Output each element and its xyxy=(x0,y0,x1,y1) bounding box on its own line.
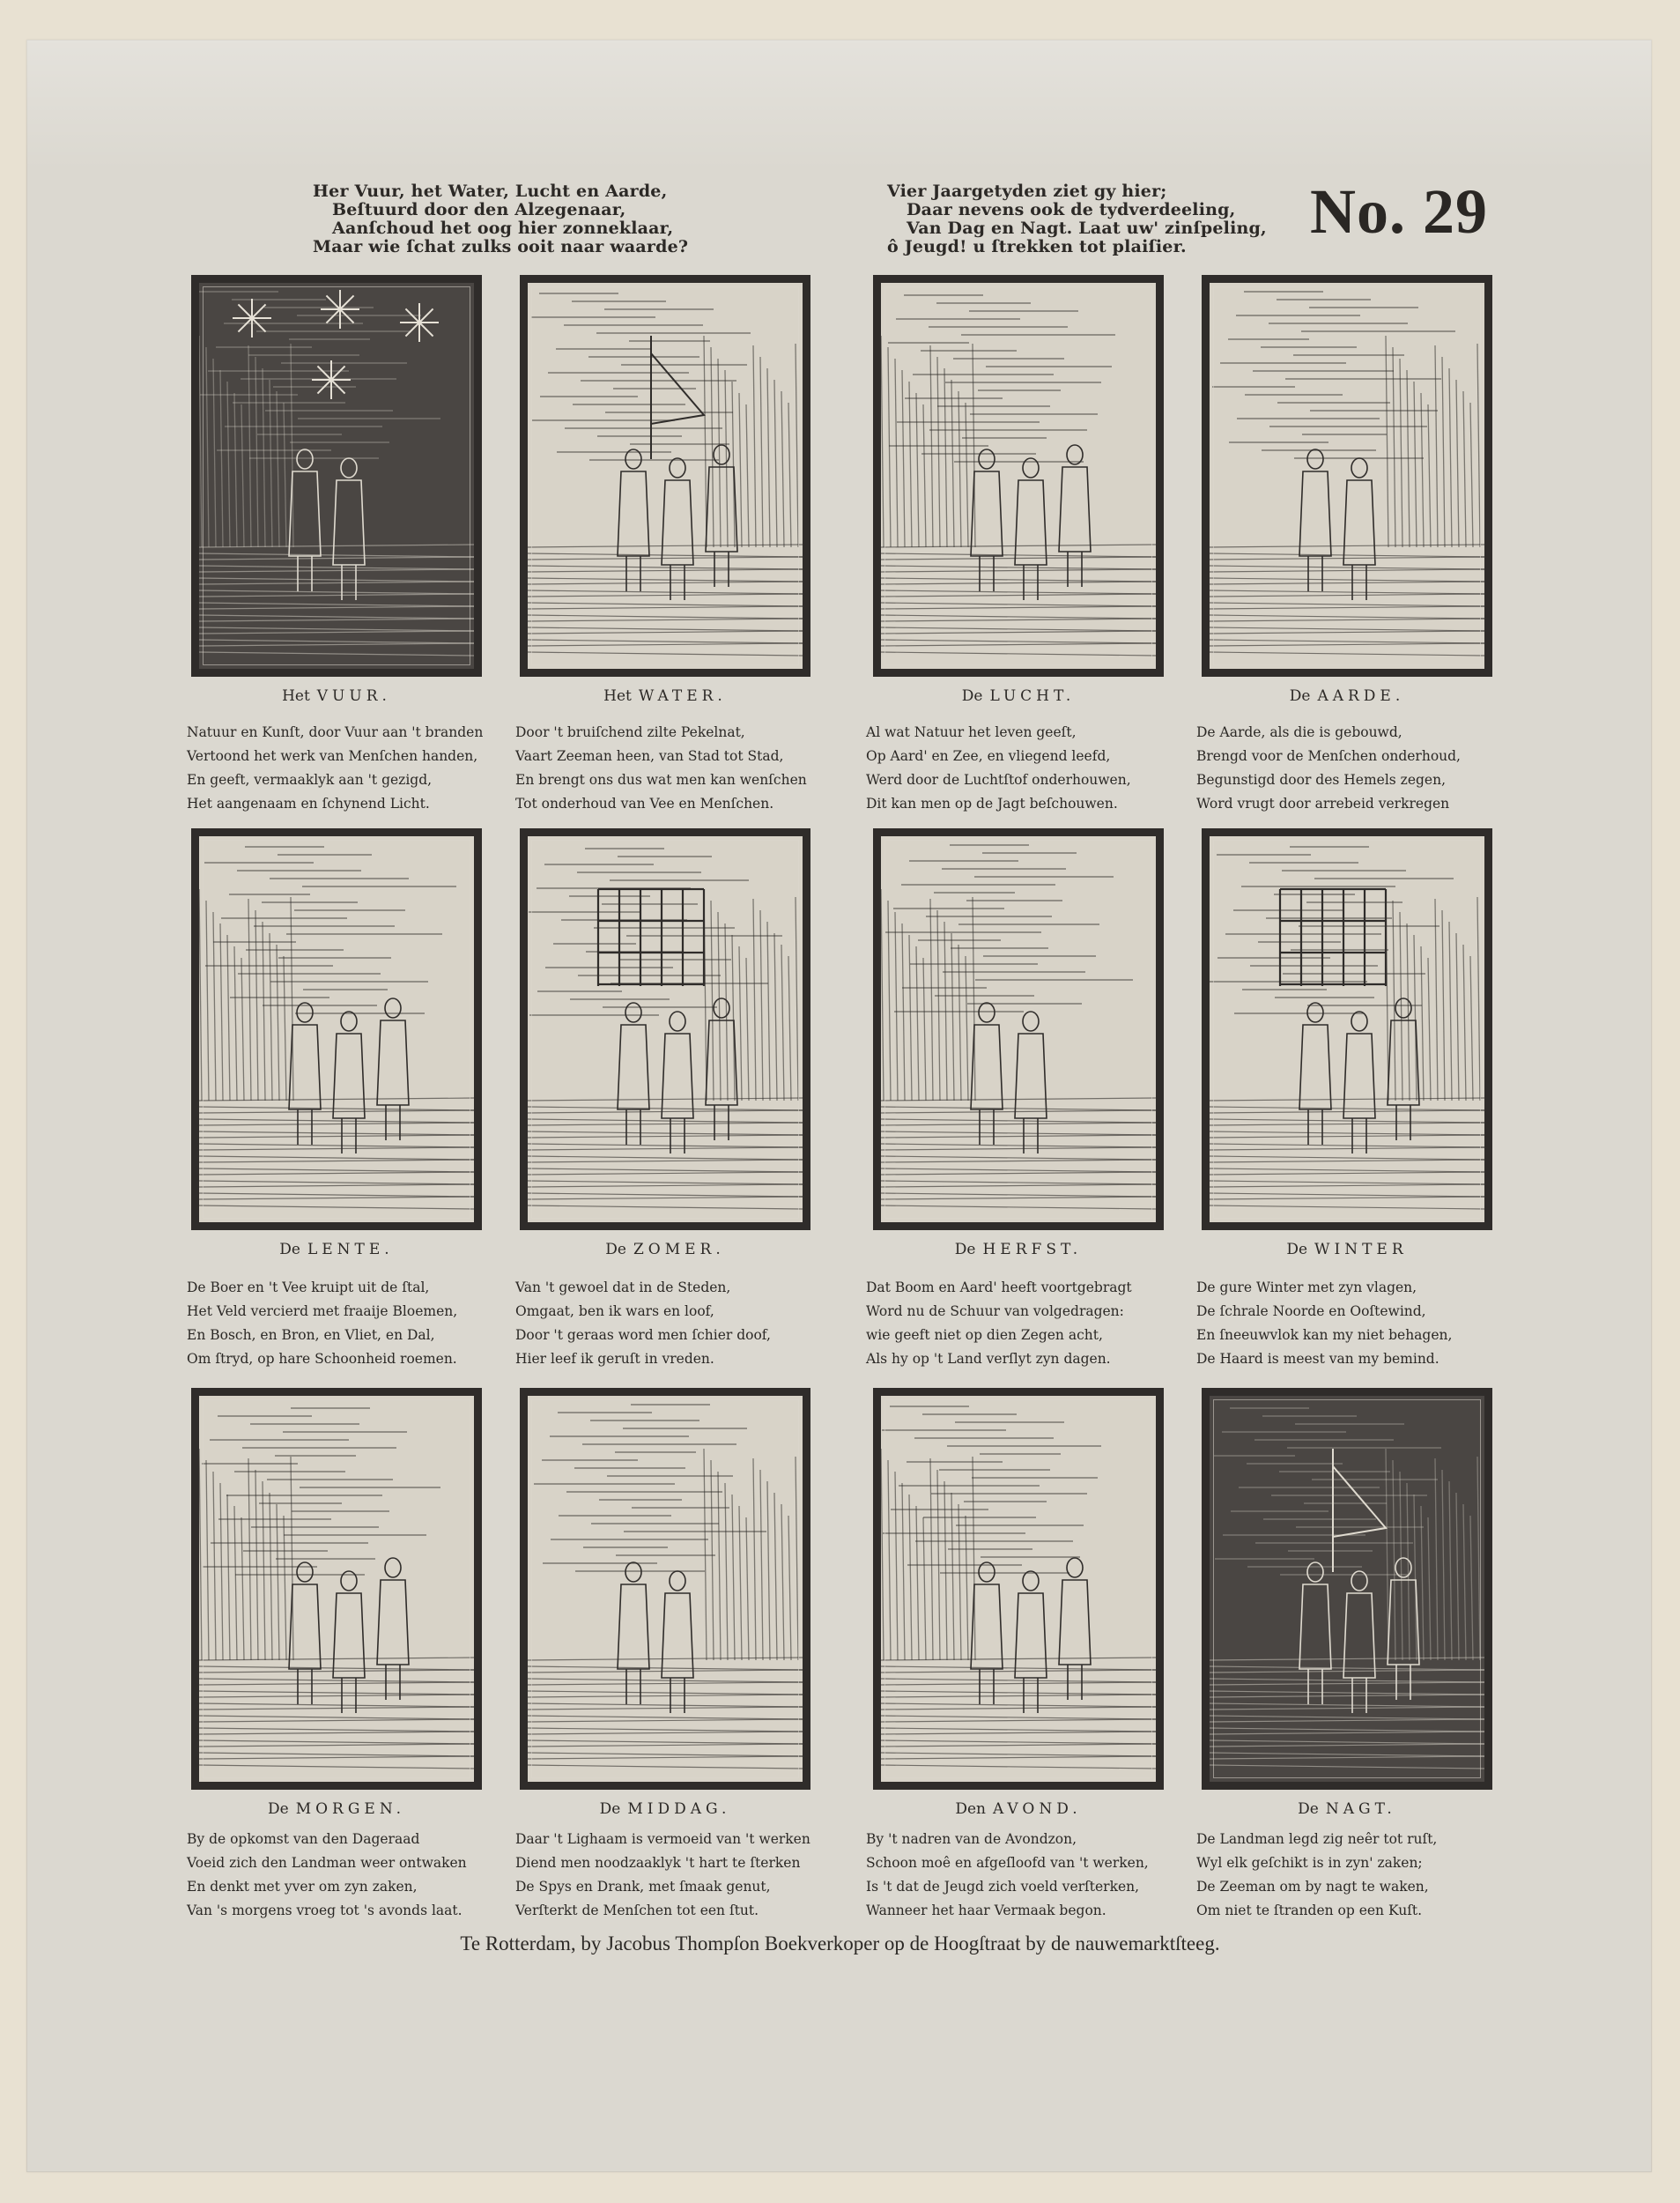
verse-line: Op Aard' en Zee, en vliegend leefd, xyxy=(866,748,1111,764)
verse-line: By 't nadren van de Avondzon, xyxy=(866,1831,1077,1847)
summer-interior-scene-woodcut xyxy=(520,828,810,1230)
woodcut-panel xyxy=(1202,828,1492,1262)
sheet-number: No. 29 xyxy=(1310,176,1488,247)
verse-line: Brengd voor de Menſchen onderhoud, xyxy=(1196,748,1461,764)
caption-article: De xyxy=(267,1800,289,1818)
panel-caption xyxy=(1202,1241,1492,1262)
woodcut-panel xyxy=(520,828,810,1262)
panel-caption xyxy=(873,687,1164,708)
panel-caption xyxy=(520,687,810,708)
evening-dance-scene-woodcut xyxy=(873,1388,1164,1790)
caption-title: LUCHT. xyxy=(989,687,1076,705)
panel-caption xyxy=(191,1241,482,1262)
verse-line: Daar 't Lighaam is vermoeid van 't werken xyxy=(515,1831,810,1847)
woodcut-panel xyxy=(1202,1388,1492,1821)
woodcut-panel xyxy=(520,275,810,708)
night-coast-scene-woodcut xyxy=(1202,1388,1492,1790)
panel-caption xyxy=(873,1241,1164,1262)
verse-line: Daar nevens ook de tydverdeeling, xyxy=(907,200,1236,219)
verse-line: De gure Winter met zyn vlagen, xyxy=(1196,1280,1417,1295)
verse-line: En ſneeuwvlok kan my niet behagen, xyxy=(1196,1327,1453,1343)
verse-line: Dat Boom en Aard' heeft voortgebragt xyxy=(866,1280,1132,1295)
woodcut-panel xyxy=(873,1388,1164,1821)
panel-caption xyxy=(520,1241,810,1262)
woodcut-illustration xyxy=(1210,1396,1484,1782)
harvest-scene-woodcut xyxy=(873,828,1164,1230)
verse-line: Maar wie ſchat zulks ooit naar waarde? xyxy=(313,237,689,256)
morning-farmyard-scene-woodcut xyxy=(191,1388,482,1790)
verse-line: Natuur en Kunſt, door Vuur aan 't branden xyxy=(187,724,484,740)
verse-line: De Landman legd zig neêr tot ruſt, xyxy=(1196,1831,1438,1847)
woodcut-illustration xyxy=(528,836,803,1222)
panel-caption xyxy=(1202,687,1492,708)
caption-article: De xyxy=(279,1241,300,1258)
panel-caption xyxy=(520,1800,810,1821)
caption-title: WINTER xyxy=(1314,1241,1408,1258)
woodcut-illustration xyxy=(199,836,474,1222)
verse-line: Van Dag en Nagt. Laat uw' zinſpeling, xyxy=(907,219,1267,238)
panel-verse xyxy=(1196,721,1461,816)
verse-line: Hier leef ik geruſt in vreden. xyxy=(515,1351,714,1367)
verse-line: Het Veld vercierd met fraaije Bloemen, xyxy=(187,1303,458,1319)
verse-line: Vaart Zeeman heen, van Stad tot Stad, xyxy=(515,748,784,764)
verse-line: ô Jeugd! u ſtrekken tot plaiſier. xyxy=(887,237,1187,256)
verse-line: De Zeeman om by nagt te waken, xyxy=(1196,1879,1429,1895)
panel-verse xyxy=(187,1276,457,1371)
woodcut-illustration xyxy=(1210,836,1484,1222)
verse-line: Vier Jaargetyden ziet gy hier; xyxy=(887,182,1167,201)
ships-at-sea-scene-woodcut xyxy=(520,275,810,677)
spring-garden-scene-woodcut xyxy=(191,828,482,1230)
verse-line: En Bosch, en Bron, en Vliet, en Dal, xyxy=(187,1327,435,1343)
verse-line: Dit kan men op de Jagt beſchouwen. xyxy=(866,796,1118,812)
fireworks-scene-woodcut xyxy=(191,275,482,677)
woodcut-panel xyxy=(191,275,482,708)
verse-line: Van 't gewoel dat in de Steden, xyxy=(515,1280,731,1295)
panel-verse xyxy=(515,1276,771,1371)
verse-line: Als hy op 't Land verſlyt zyn dagen. xyxy=(866,1351,1111,1367)
panel-caption xyxy=(1202,1800,1492,1821)
verse-line: En brengt ons dus wat men kan wenſchen xyxy=(515,772,807,788)
caption-article: De xyxy=(1298,1800,1319,1818)
verse-line: De Spys en Drank, met ſmaak genut, xyxy=(515,1879,771,1895)
woodcut-illustration xyxy=(528,283,803,669)
woodcut-illustration xyxy=(881,283,1156,669)
caption-title: HERFST. xyxy=(982,1241,1083,1258)
verse-line: wie geeft niet op dien Zegen acht, xyxy=(866,1327,1103,1343)
caption-title: MIDDAG. xyxy=(627,1800,731,1818)
caption-article: De xyxy=(599,1800,621,1818)
verse-line: Her Vuur, het Water, Lucht en Aarde, xyxy=(313,182,668,201)
woodcut-illustration xyxy=(881,836,1156,1222)
caption-title: ZOMER. xyxy=(633,1241,725,1258)
caption-article: De xyxy=(605,1241,626,1258)
hunters-landscape-scene-woodcut xyxy=(873,275,1164,677)
caption-article: Den xyxy=(955,1800,986,1818)
caption-article: De xyxy=(1286,1241,1308,1258)
verse-line: Vertoond het werk van Menſchen handen, xyxy=(187,748,478,764)
verse-line: Werd door de Luchtſtof onderhouwen, xyxy=(866,772,1131,788)
panel-verse xyxy=(515,1828,810,1923)
verse-line: De Haard is meest van my bemind. xyxy=(1196,1351,1439,1367)
verse-line: Begunstigd door des Hemels zegen, xyxy=(1196,772,1447,788)
verse-line: By de opkomst van den Dageraad xyxy=(187,1831,420,1847)
woodcut-panel xyxy=(873,275,1164,708)
caption-title: WATER. xyxy=(638,687,727,705)
woodcut-panel xyxy=(1202,275,1492,708)
caption-title: VUUR. xyxy=(316,687,391,705)
verse-line: De Aarde, als die is gebouwd, xyxy=(1196,724,1402,740)
panel-verse xyxy=(866,1828,1149,1923)
panel-caption xyxy=(191,687,482,708)
panel-verse xyxy=(515,721,807,816)
verse-line: Is 't dat de Jeugd zich voeld verſterken, xyxy=(866,1879,1140,1895)
verse-line: En denkt met yver om zyn zaken, xyxy=(187,1879,418,1895)
verse-line: En geeft, vermaaklyk aan 't gezigd, xyxy=(187,772,433,788)
verse-line: Het aangenaam en ſchynend Licht. xyxy=(187,796,430,812)
caption-title: AVOND. xyxy=(992,1800,1082,1818)
winter-fireside-scene-woodcut xyxy=(1202,828,1492,1230)
woodcut-illustration xyxy=(1210,283,1484,669)
verse-line: Door 't geraas word men ſchier doof, xyxy=(515,1327,771,1343)
verse-line: De ſchrale Noorde en Ooſtewind, xyxy=(1196,1303,1426,1319)
panel-verse xyxy=(187,721,483,816)
verse-line: Van 's morgens vroeg tot 's avonds laat. xyxy=(187,1903,463,1918)
panel-verse xyxy=(866,1276,1132,1371)
caption-article: De xyxy=(1289,687,1311,705)
woodcut-panel xyxy=(873,828,1164,1262)
verse-line: Wyl elk geſchikt is in zyn' zaken; xyxy=(1196,1855,1423,1871)
caption-article: Het xyxy=(282,687,310,705)
verse-line: Omgaat, ben ik wars en loof, xyxy=(515,1303,714,1319)
verse-line: Word nu de Schuur van volgedragen: xyxy=(866,1303,1124,1319)
verse-line: Beſtuurd door den Alzegenaar, xyxy=(332,200,626,219)
caption-article: De xyxy=(954,1241,976,1258)
woodcut-illustration xyxy=(528,1396,803,1782)
verse-line: Al wat Natuur het leven geeſt, xyxy=(866,724,1077,740)
woodcut-illustration xyxy=(199,1396,474,1782)
verse-line: Diend men noodzaaklyk 't hart te ſterken xyxy=(515,1855,801,1871)
woodcut-illustration xyxy=(199,283,474,669)
verse-line: Verſterkt de Menſchen tot een ſtut. xyxy=(515,1903,759,1918)
verse-line: Word vrugt door arrebeid verkregen xyxy=(1196,796,1450,812)
verse-line: Tot onderhoud van Vee en Menſchen. xyxy=(515,796,774,812)
header-verse-right xyxy=(887,182,1267,256)
caption-title: AARDE. xyxy=(1317,687,1405,705)
woodcut-panel xyxy=(191,828,482,1262)
verse-line: Wanneer het haar Vermaak begon. xyxy=(866,1903,1106,1918)
panel-verse xyxy=(866,721,1131,816)
verse-line: Voeid zich den Landman weer ontwaken xyxy=(187,1855,467,1871)
caption-article: Het xyxy=(603,687,632,705)
caption-title: NAGT. xyxy=(1325,1800,1396,1818)
verse-line: Door 't bruiſchend zilte Pekelnat, xyxy=(515,724,745,740)
caption-article: De xyxy=(961,687,983,705)
caption-title: MORGEN. xyxy=(295,1800,406,1818)
verse-line: Om niet te ſtranden op een Kuſt. xyxy=(1196,1903,1423,1918)
midday-meal-scene-woodcut xyxy=(520,1388,810,1790)
header-verse-left xyxy=(313,182,688,256)
woodcut-panel xyxy=(191,1388,482,1821)
panel-caption xyxy=(191,1800,482,1821)
publisher-imprint: Te Rotterdam, by Jacobus Thompſon Boekverkoper op de Hoogſtraat by de nauwemarktſteeg. xyxy=(460,1932,1220,1955)
woodcut-illustration xyxy=(881,1396,1156,1782)
panel-caption xyxy=(873,1800,1164,1821)
verse-line: De Boer en 't Vee kruipt uit de ſtal, xyxy=(187,1280,430,1295)
ploughing-scene-woodcut xyxy=(1202,275,1492,677)
woodcut-panel xyxy=(520,1388,810,1821)
panel-verse xyxy=(187,1828,467,1923)
verse-line: Aanſchoud het oog hier zonneklaar, xyxy=(332,219,674,238)
verse-line: Schoon moê en afgeſloofd van 't werken, xyxy=(866,1855,1149,1871)
caption-title: LENTE. xyxy=(307,1241,394,1258)
verse-line: Om ſtryd, op hare Schoonheid roemen. xyxy=(187,1351,457,1367)
panel-verse xyxy=(1196,1828,1437,1923)
panel-verse xyxy=(1196,1276,1452,1371)
